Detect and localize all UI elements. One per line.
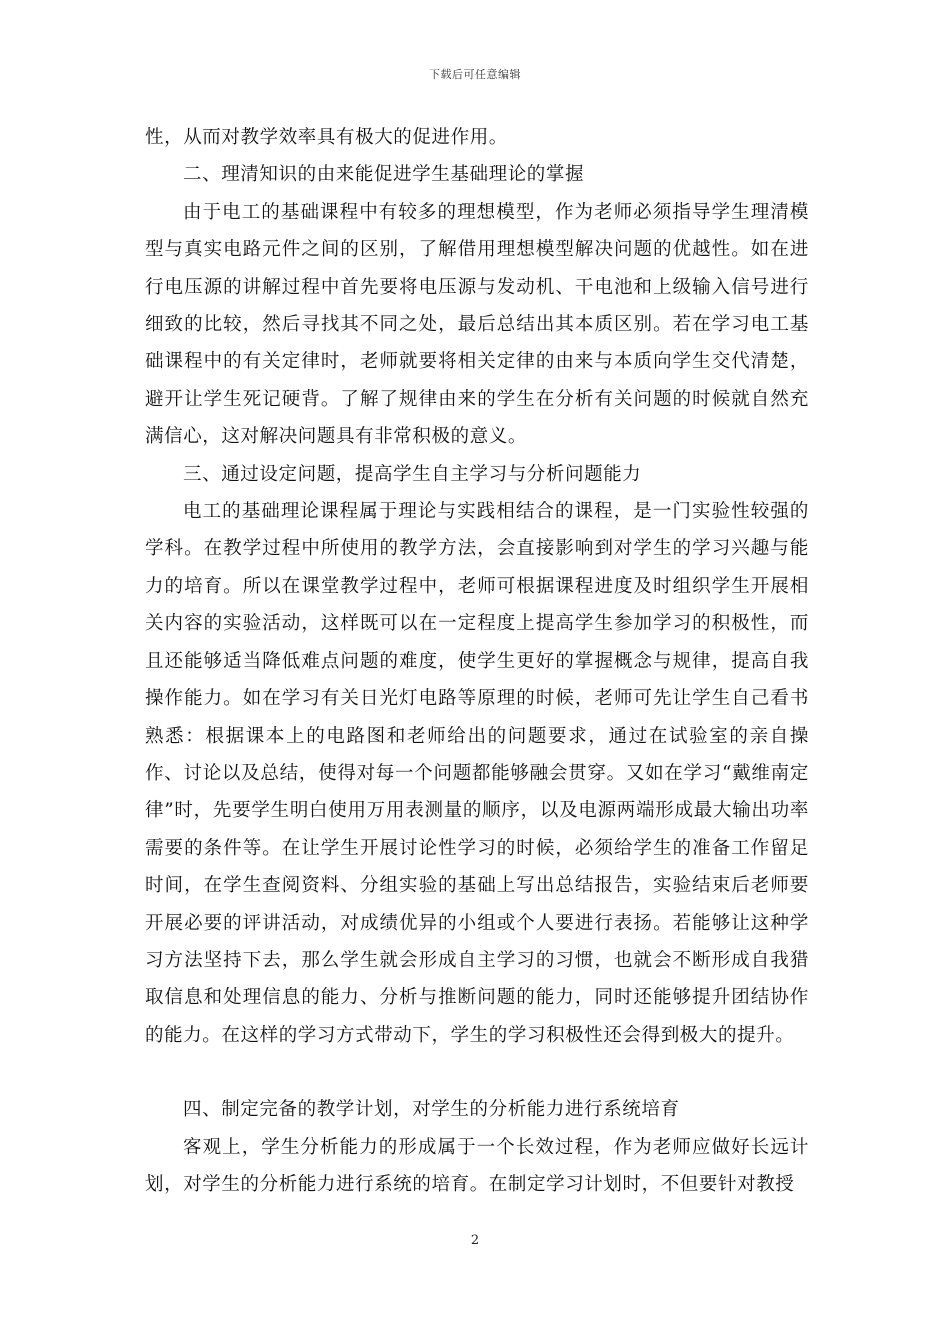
- paragraph-gap: [145, 1054, 809, 1091]
- paragraph-section-4: 客观上，学生分析能力的形成属于一个长效过程，作为老师应做好长远计划，对学生的分析能力进行系统的培育。在制定学习计划时，不但要针对教授: [145, 1136, 809, 1195]
- section-heading-4: 四、制定完备的教学计划，对学生的分析能力进行系统培育: [183, 1099, 680, 1121]
- paragraph-section-3: 电工的基础理论课程属于理论与实践相结合的课程，是一门实验性较强的学科。在教学过程中所使用的教学方法，会直接影响到对学生的学习兴趣与能力的培育。所以在课堂教学过程中，老师可根据课程进度及时组织学生开展相关内容的实验活动，这样既可以在一定程度上提高学生参加学习的积极性，而且还能够适当降低难点问题的难度，使学生更好的掌握概念与规律，提高自我操作能力。如在学习有关日光灯电路等原理的时候，老师可先让学生自己看书熟悉：根据课本上的电路图和老师给出的问题要求，通过在试验室的亲自操作、讨论以及总结，使得对每一个问题都能够融会贯穿。又如在学习“戴维南定律”时，先要学生明白使用万用表测量的顺序，以及电源两端形成最大输出功率需要的条件等。在让学生开展讨论性学习的时候，必须给学生的准备工作留足时间，在学生查阅资料、分组实验的基础上写出总结报告，实验结束后老师要开展必要的评讲活动，对成绩优异的小组或个人要进行表扬。若能够让这种学习方法坚持下去，那么学生就会形成自主学习的习惯，也就会不断形成自我猎取信息和处理信息的能力、分析与推断问题的能力，同时还能够提升团结协作的能力。在这样的学习方式带动下，学生的学习积极性还会得到极大的提升。: [145, 501, 809, 1046]
- document-body: [145, 119, 809, 1203]
- section-heading-2: 二、理清知识的由来能促进学生基础理论的掌握: [183, 164, 585, 186]
- page-header: 下载后可任意编辑: [429, 68, 521, 81]
- page-number: 2: [470, 1233, 480, 1248]
- paragraph-section-2: 由于电工的基础课程中有较多的理想模型，作为老师必须指导学生理清模型与真实电路元件之间的区别，了解借用理想模型解决问题的优越性。如在进行电压源的讲解过程中首先要将电压源与发动机、干电池和上级输入信号进行细致的比较，然后寻找其不同之处，最后总结出其本质区别。若在学习电工基础课程中的有关定律时，老师就要将相关定律的由来与本质向学生交代清楚，避开让学生死记硬背。了解了规律由来的学生在分析有关问题的时候就自然充满信心，这对解决问题具有非常积极的意义。: [145, 201, 809, 448]
- section-heading-3: 三、通过设定问题，提高学生自主学习与分析问题能力: [183, 463, 642, 485]
- paragraph-continuation: 性，从而对教学效率具有极大的促进作用。: [145, 127, 508, 148]
